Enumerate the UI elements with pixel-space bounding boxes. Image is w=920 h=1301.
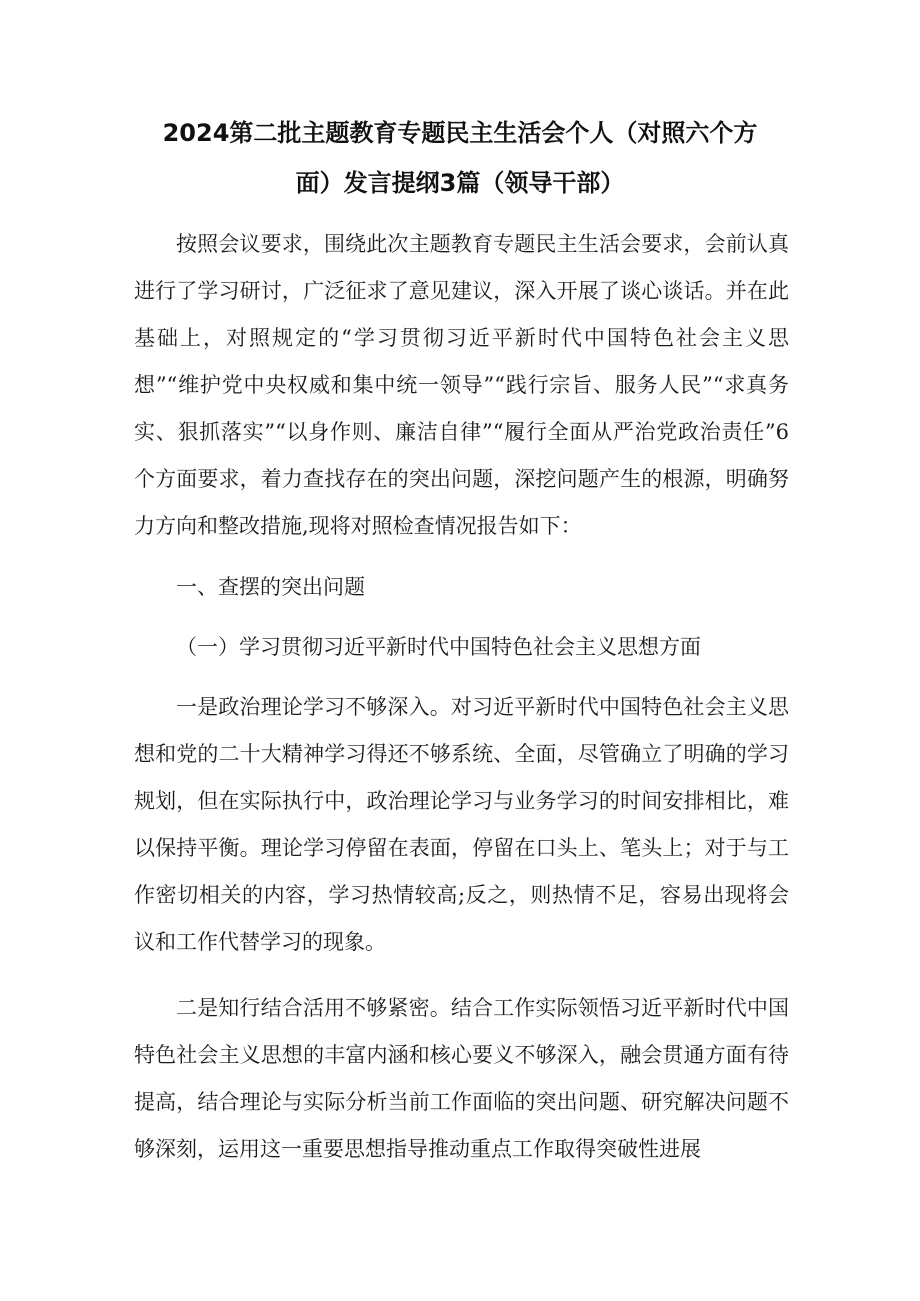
paragraph-1: 一是政治理论学习不够深入。对习近平新时代中国特色社会主义思想和党的二十大精神学习得还不够系统、全面，尽管确立了明确的学习规划，但在实际执行中，政治理论学习与业务学习的时间安排相比，难以保持平衡。理论学习停留在表面，停留在口头上、笔头上；对于与工作密切相关的内容，学习热情较高;反之，则热情不足，容易出现将会议和工作代替学习的现象。 xyxy=(134,695,789,954)
section-heading-1: 一、查摆的突出问题 xyxy=(176,575,365,599)
title-line-2: 面）发言提纲3篇（领导干部） xyxy=(295,169,625,197)
title-line-1: 2024第二批主题教育专题民主生活会个人（对照六个方 xyxy=(162,119,758,147)
paragraph-2: 二是知行结合活用不够紧密。结合工作实际领悟习近平新时代中国特色社会主义思想的丰富内涵和核心要义不够深入，融会贯通方面有待提高，结合理论与实际分析当前工作面临的突出问题、研究解决问题不够深刻，运用这一重要思想指导推动重点工作取得突破性进展 xyxy=(134,996,789,1161)
intro-paragraph: 按照会议要求，围绕此次主题教育专题民主生活会要求，会前认真进行了学习研讨，广泛征求了意见建议，深入开展了谈心谈话。并在此基础上，对照规定的“学习贯彻习近平新时代中国特色社会主义思想”“维护党中央权威和集中统一领导”“践行宗旨、服务人民”“求真务实、狠抓落实”“以身作则、廉洁自律”“履行全面从严治党政治责任”6个方面要求，着力查找存在的突出问题，深挖问题产生的根源，明确努力方向和整改措施,现将对照检查情况报告如下： xyxy=(134,232,789,538)
subsection-heading-1: （一）学习贯彻习近平新时代中国特色社会主义思想方面 xyxy=(176,635,701,659)
document-title xyxy=(130,108,790,208)
